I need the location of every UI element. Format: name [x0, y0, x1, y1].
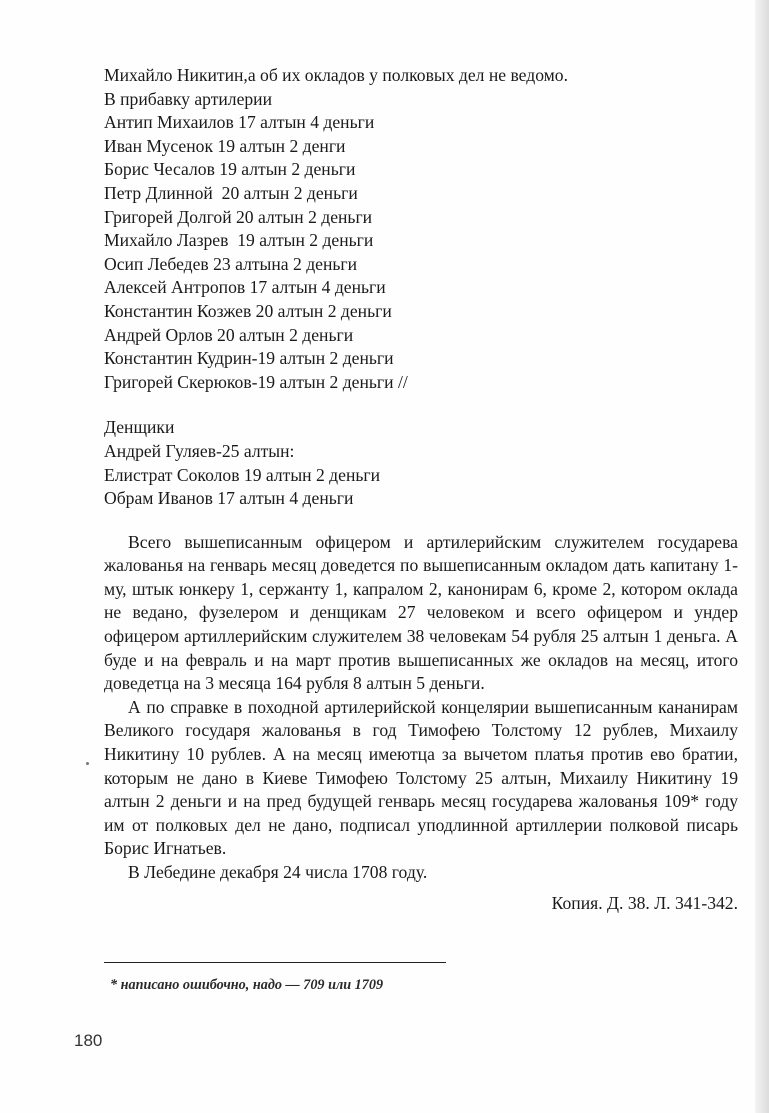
paragraph-text: А по справке в походной артилерийской концелярии вышеписанным кананирам Великого государя жалованья в год Тимофею Толстому 12 рублев, Михаилу Никитину 10 рублев. А на месяц имеютца за вычетом платья против ево братии, которым не дано в Киеве Тимофею Толстому 25 алтын, Михаилу Никитину 19 алтын 2 деньги и на пред будущей генварь месяц государева жалованья 109* году им от полковых дел не дано, подписал уподлинной артиллерии полковой писарь Борис Игнатьев. [104, 696, 738, 859]
footnote: * написано ошибочно, надо — 709 или 1709 [110, 977, 384, 993]
list-line: Елистрат Соколов 19 алтын 2 деньги [104, 464, 381, 485]
list-line: Обрам Иванов 17 алтын 4 деньги [104, 488, 354, 509]
list-line: Андрей Орлов 20 алтын 2 деньги [104, 324, 354, 345]
paragraph-text: В Лебедине декабря 24 числа 1708 году. [128, 862, 428, 882]
scan-speck [86, 762, 89, 765]
list-line: Михайло Никитин,а об их окладов у полковых дел не ведомо. [104, 65, 568, 85]
paragraph-reference [104, 696, 738, 861]
section-heading-orderlies: Денщики [104, 417, 175, 438]
list-line: Антип Михаилов 17 алтын 4 деньги [104, 112, 375, 133]
list-line: Борис Чесалов 19 алтын 2 деньги [104, 159, 356, 180]
section-heading-artillery: В прибавку артилерии [104, 88, 273, 109]
list-line: Григорей Долгой 20 алтын 2 деньги [104, 206, 373, 227]
spacer [104, 511, 738, 531]
list-line: Осип Лебедев 23 алтына 2 деньги [104, 253, 358, 274]
list-line: Иван Мусенок 19 алтын 2 денги [104, 135, 346, 156]
list-line: Михайло Лазрев 19 алтын 2 деньги [104, 230, 374, 251]
spacer [104, 394, 738, 416]
list-line: Константин Кудрин-19 алтын 2 деньги [104, 348, 394, 369]
list-line: Андрей Гуляев-25 алтын: [104, 440, 295, 461]
list-line: Константин Козжев 20 алтын 2 деньги [104, 300, 392, 321]
list-line: Григорей Скерюков-19 алтын 2 деньги // [104, 371, 408, 392]
list-line: Алексей Антропов 17 алтын 4 деньги [104, 277, 386, 298]
page-number: 180 [74, 1031, 103, 1050]
main-text [104, 64, 738, 885]
list-line: Петр Длинной 20 алтын 2 деньги [104, 182, 358, 203]
paragraph-total [104, 531, 738, 696]
paragraph-text: Всего вышеписанным офицером и артилерийским служителем государева жалованья на генварь месяц доведется по вышеписанным окладом дать капитану 1-му, штык юнкеру 1, сержанту 1, капралом 2, канонирам 6, кроме 2, котором оклада не ведано, фузелером и денщикам 27 человеком и всего офицером и ундер офицером артиллерийским служителем 38 человекам 54 рубля 25 алтын 1 деньга. А буде и на февраль и на март против вышеписанных же окладов на месяц, итого доведетца на 3 месяца 164 рубля 8 алтын 5 деньги. [104, 531, 738, 694]
paragraph-date [104, 861, 738, 885]
page-edge-shadow [755, 0, 769, 1113]
archive-reference: Копия. Д. 38. Л. 341-342. [551, 893, 738, 913]
footnote-divider [104, 962, 446, 963]
